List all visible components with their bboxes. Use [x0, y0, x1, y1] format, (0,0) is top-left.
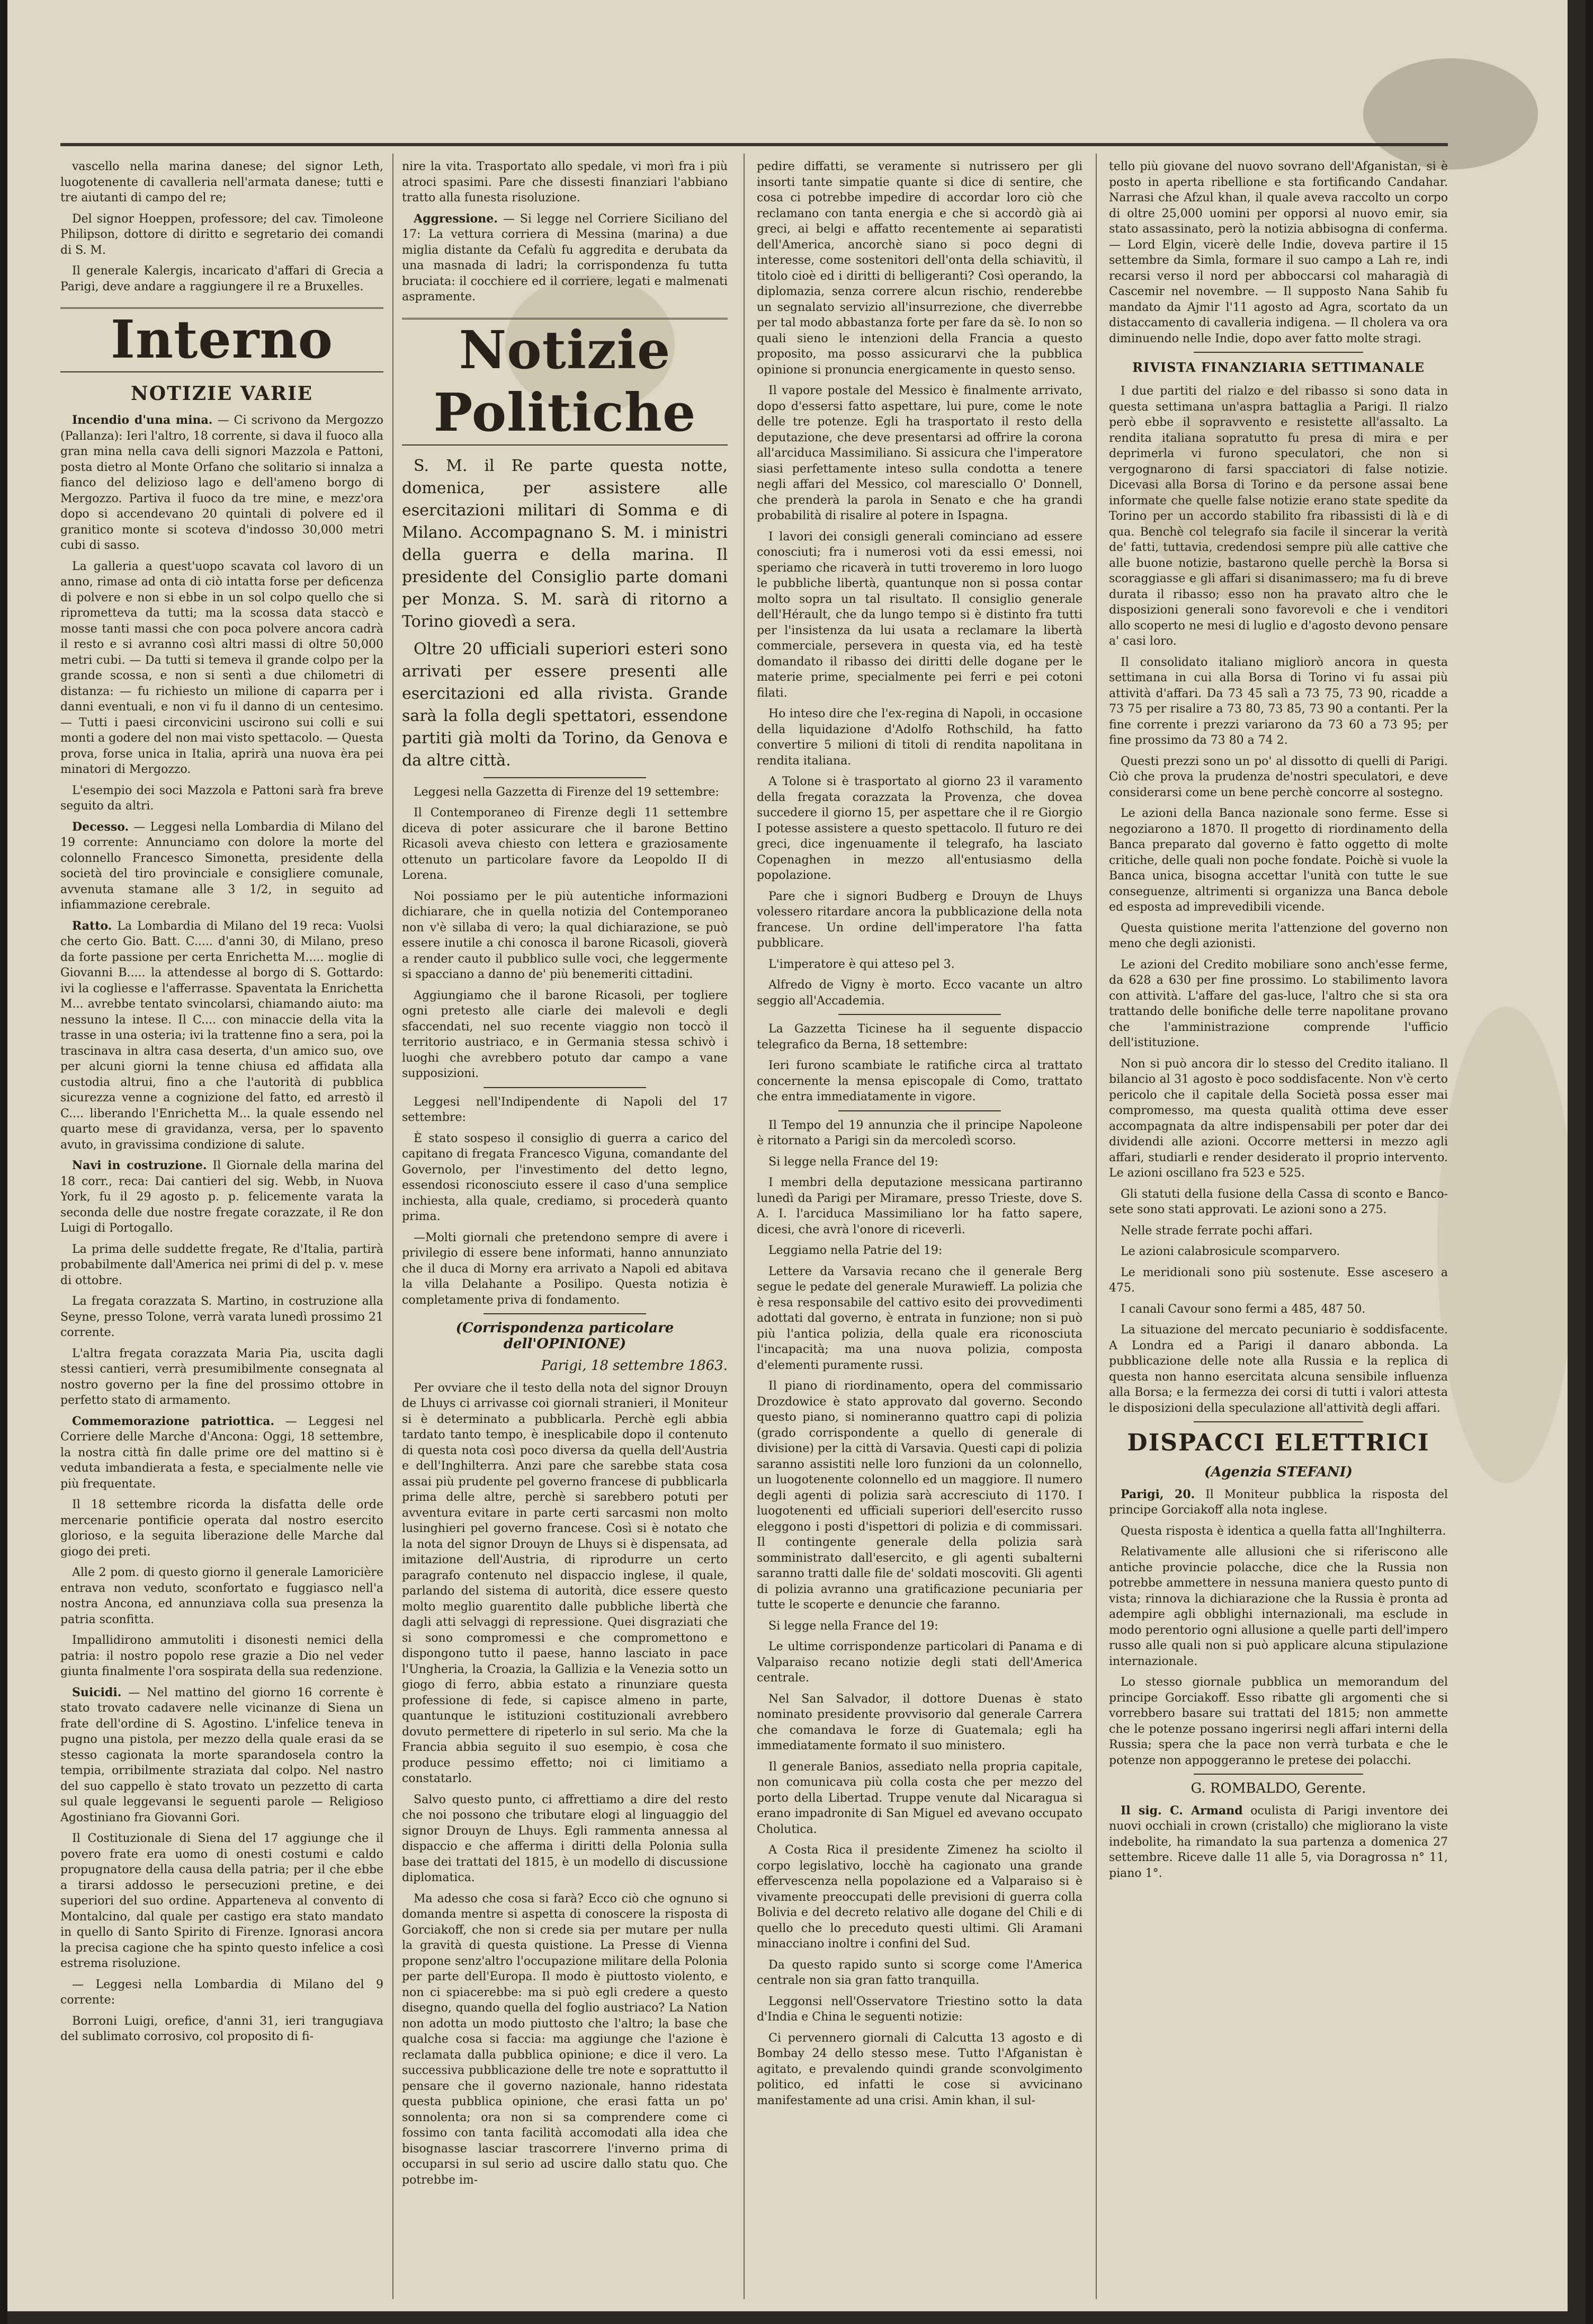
article-paragraph: I membri della deputazione messicana partiranno lunedì da Parigi per Miramare, presso Trieste, dove S. A. I. l'arciduca Massimiliano lor ha fatto sapere, dicesi, che avrà l'onore di riceverli. [757, 1176, 1082, 1236]
article-paragraph: La fregata corazzata S. Martino, in costruzione alla Seyne, presso Tolone, verrà varata lunedì prossimo 21 corrente. [60, 1295, 383, 1339]
section-divider [838, 1110, 1001, 1111]
article-paragraph: Il piano di riordinamento, opera del commissario Drozdowice è stato approvato dal governo. Secondo questo piano, si nomineranno quattro capi di polizia (grado corrispondente a quello di generale di divisione) per la città di Varsavia. Questi capi di polizia saranno assistiti nelle loro funzioni da un colonnello, un luogotenente colonnello ed un maggiore. Il numero degli agenti di polizia sarà accresciuto di 1170. I luogotenenti ed ufficiali superiori dell'esercito russo eleggono i posti d'ispettori di polizia e di commissari. Il contingente generale della polizia sarà somministrato dall'esercito, e gli agenti subalterni saranno tratti dalle file de' soldati moscoviti. Gli agenti di polizia avranno una gratificazione pecuniaria per tutte le scoperte e denuncie che faranno. [757, 1379, 1082, 1611]
article-paragraph: Si legge nella France del 19: [768, 1155, 938, 1169]
article-text: La Lombardia di Milano del 19 reca: Vuolsi che certo Gio. Batt. C..... d'anni 30, di Milano, preso da forte passione per certa Enrichetta M..... moglie di Giovanni B..... la attendesse al borgo di S. Gottardo: ivi la cogliesse e l'afferrasse. Spaventata la Enrichetta M... avrebbe tentato svincolarsi, chiamando aiuto: ma nessuno la intese. Il C.... con minaccie della vita la trasse in una osteria; ivi la trattenne fino a sera, poi la trascinava in altra casa deserta, d'un amico suo, ove per alcuni giorni la tenne chiusa ed affidata alla custodia altrui, fino a che l'autorità di pubblica sicurezza venne a cognizione del fatto, ed arrestò il C.... liberando l'Enrichetta M... la quale essendo nel quarto mese di gravidanza, versa, per lo spavento avuto, in gravissima condizione di salute. [60, 919, 383, 1152]
article-paragraph: Alle 2 pom. di questo giorno il generale Lamoricière entrava non veduto, sconfortato e fuggiasco nell'a nostra Ancona, ed annunziava colla sua presenza la patria sconfitta. [60, 1566, 383, 1626]
article-paragraph [60, 820, 383, 913]
column-3 [757, 159, 1082, 2299]
dateline: Parigi, 18 settembre 1863. [541, 1358, 728, 1374]
section-divider [1194, 1421, 1363, 1422]
article-paragraph [1109, 1487, 1448, 1518]
article-paragraph: Leggesi nell'Indipendente di Napoli del 17 settembre: [402, 1095, 728, 1124]
article-paragraph: tello più giovane del nuovo sovrano dell'Afganistan, si è posto in aperta ribellione e sta fortificando Candahar. Narrasi che Afzul khan, il quale aveva raccolto un corpo di oltre 25,000 uomini per opporsi al nuovo emir, sia stato assassinato, però la notizia abbisogna di conferma. — Lord Elgin, vicerè delle Indie, doveva partire il 15 settembre da Simla, formare il suo campo a Lah re, indi recarsi verso il nord per abboccarsi col maharagià di Cascemir nel novembre. — Il supposto Nana Sahib fu mandato da Ajmir l'11 agosto ad Agra, scortato da un distaccamento di cavalleria indigena. — Il cholera va ora diminuendo nelle Indie, dopo aver fatto molte stragi. [1109, 160, 1448, 345]
article-paragraph: Il 18 settembre ricorda la disfatta delle orde mercenarie pontificie operata dal nostro esercito glorioso, e la seguita liberazione delle Marche dal giogo dei preti. [60, 1498, 383, 1559]
subsection-heading: DISPACCI ELETTRICI [1127, 1429, 1430, 1456]
article-paragraph: Il vapore postale del Messico è finalmente arrivato, dopo d'essersi fatto aspettare, lui pure, come le note delle tre potenze. Egli ha trasportato il resto della deputazione, che deve presentarsi ad offrire la corona all'arciduca Massimiliano. Si assicura che l'imperatore siasi perfettamente inteso sulla condotta a tenere negli affari del Messico, col maresciallo O' Donnell, che prenderà la parola in Senato e che ha grandi probabilità di risalire al potere in Ispagna. [757, 384, 1082, 522]
article-paragraph: Lettere da Varsavia recano che il generale Berg segue le pedate del generale Murawieff. La polizia che è resa responsabile del cattivo esito dei provvedimenti adottati dal governo, è entrata in funzione; non si può più l'antica polizia, della quale era riconosciuta l'incapacità; ma una nuova polizia, composta d'elementi puramente russi. [757, 1265, 1082, 1372]
article-kicker: Aggressione. [414, 211, 498, 226]
article-paragraph: Pare che i signori Budberg e Drouyn de Lhuys volessero ritardare ancora la pubblicazione della nota francese. Un ordine dell'imperatore l'ha fatta pubblicare. [757, 889, 1082, 950]
article-text: — Leggesi nel Corriere delle Marche d'Ancona: Oggi, 18 settembre, la nostra città fin dalle prime ore del mattino si è veduta imbandierata a festa, e specialmente nelle vie più frequentate. [60, 1414, 383, 1491]
article-paragraph: I due partiti del rialzo e del ribasso si sono data in questa settimana un'aspra battaglia a Parigi. Il rialzo però ebbe il sopravvento e resistette all'assalto. La rendita italiana sopratutto fu presa di mira e per deprimerla vi furono speculatori, che non si vergognarono di farsi spacciatori di false notizie. Dicevasi alla Borsa di Torino e da persone assai bene informate che quelle false notizie erano state spedite da Torino per un accordo stabilito fra ribassisti di là e di qua. Benchè col telegrafo sia facile il sincerar la verità de' fatti, tuttavia, credendosi sempre più alle cattive che alle buone notizie, bastarono quelle perchè la Borsa si scoraggiasse e gli affari si disanimassero; ma fu di breve durata il ribasso; esso non ha pravato altro che le disposizioni generali sono favorevoli e che i venditori allo scoperto ne mesi di luglio e d'agosto devono pensare a' casi loro. [1109, 385, 1448, 648]
article-paragraph: pedire diffatti, se veramente si nutrissero per gli insorti tante simpatie quante si dice di sentire, che cosa ci potrebbe impedire di accordar loro ciò che reclamano con tanta energia e che si accordò già ai greci, ai belgi e affatto recentemente ai separatisti dell'America, ancorchè siano si poco degni di interesse, come sostenitori dell'onta della schiavitù, il titolo cioè ed i diritti di belligeranti? Così operando, la diplomazia, senza correre alcun rischio, renderebbe un segnalato servizio all'insurrezione, che diverrebbe per tal modo abbastanza forte per fare da sè. Io non so quali sieno le intenzioni della Francia a questo proposito, ma posso assicurarvi che la pubblica opinione si pronuncia energicamente in questo senso. [757, 160, 1082, 377]
article-paragraph: Leggesi nella Gazzetta di Firenze del 19 settembre: [414, 785, 719, 799]
article-paragraph: Leggiamo nella Patrie del 19: [768, 1244, 943, 1257]
article-paragraph: La situazione del mercato pecuniario è soddisfacente. A Londra ed a Parigi il danaro abbonda. La pubblicazione delle note alla Russia e la replica di questa non hanno esercitata alcuna sensibile influenza alla Borsa; e la fermezza dei corsi di tutti i valori attesta le disposizioni della speculazione all'attività degli affari. [1109, 1323, 1448, 1415]
article-paragraph: Per ovviare che il testo della nota del signor Drouyn de Lhuys ci arrivasse coi giornali stranieri, il Moniteur si è determinato a pubblicarla. Perchè egli abbia tardato tanto tempo, è inesplicabile dopo il contenuto di questa nota così poco diversa da quella dell'Austria e dell'Inghilterra. Anzi pare che sarebbe stata cosa assai più prudente pel governo francese di pubblicarla prima delle altre, perchè si sarebbero potuti per avventura evitare in parte certi sarcasmi non molto lusinghieri pel governo francese. Così si è notato che la nota del signor Drouyn de Lhuys si è dispensata, ad imitazione dell'Austria, di riprodurre un certo paragrafo contenuto nel dispaccio inglese, il quale, parlando del sistema di autorità, dice essere questo molto meglio guarentito dalle pubbliche libertà che dagli atti selvaggi di repressione. Quei disgraziati che si sono compromessi e che compromettono e dispongono tutto il paese, hanno lasciato in pace l'Ungheria, la Croazia, la Gallizia e la Venezia sotto un giogo di ferro, abbia estato a rinunziare questa professione di fede, si capisce almeno in parte, quantunque le istituzioni costituzionali avrebbero dovuto permettere di ripeterlo in sul serio. Ma che la Francia abbia seguito il suo esempio, è cosa che produce pessimo effetto; noi ci limitiamo a constatarlo. [402, 1381, 728, 1785]
article-text: — Nel mattino del giorno 16 corrente è stato trovato cadavere nelle vicinanze di Siena un frate dell'ordine di S. Agostino. L'infelice teneva in pugno una pistola, per mezzo della quale erasi da se stesso cagionata la morte sparandosela contro la tempia, orribilmente straziata dal colpo. Nel nastro del suo cappello è stato trovato un pezzetto di carta sul quale leggevansi le seguenti parole — Religioso Agostiniano fra Giovanni Gori. [60, 1686, 383, 1824]
article-paragraph: Le azioni della Banca nazionale sono ferme. Esse si negoziarono a 1870. Il progetto di riordinamento della Banca preparato dal governo è fatto oggetto di molte critiche, delle quali non poche fondate. Poichè si vuole la Banca unica, bisogna accettar l'unità con tutte le sue conseguenze, altrimenti si organizza una Banca debole ed esposta ad imprevedibili vicende. [1109, 807, 1448, 914]
article-paragraph: — Leggesi nella Lombardia di Milano del 9 corrente: [60, 1978, 383, 2007]
article-text: — Ci scrivono da Mergozzo (Pallanza): Ieri l'altro, 18 corrente, si dava il fuoco alla gran mina nella cava delli signori Mazzola e Pattoni, posta dietro al Monte Orfano che solitario si innalza a fianco del delizioso lago e dell'ameno borgo di Mergozzo. Partiva il fuoco da tre mine, e mezz'ora dopo si accendevano 20 quintali di polvere ed il granitico monte si scoteva d'indosso 30,000 metri cubi di sasso. [60, 414, 383, 552]
article-paragraph: Il generale Banios, assediato nella propria capitale, non comunicava più colla costa che per mezzo del porto della Libertad. Truppe venute dal Nicaragua si erano impadronite di San Miguel ed avevano occupato Cholutica. [757, 1760, 1082, 1836]
article-paragraph: Le ultime corrispondenze particolari di Panama e di Valparaiso recano notizie degli stati dell'America centrale. [757, 1640, 1082, 1685]
section-divider [1194, 1774, 1363, 1775]
top-rule [60, 143, 1448, 146]
scan-edge [1568, 0, 1586, 2324]
section-heading: Interno [60, 307, 383, 372]
article-paragraph: Le azioni calabrosicule scomparvero. [1121, 1245, 1340, 1258]
article-paragraph: Non si può ancora dir lo stesso del Credito italiano. Il bilancio al 31 agosto è poco soddisfacente. Non v'è certo pericolo che il capitale della Società possa esser mai compromesso, ma questa qualità ottima deve esser accompagnata da altre indispensabili per poter dar dei dividendi alle azioni. Occorre mettersi in mezzo agli affari, studiarli e render desiderato il proprio intervento. Le azioni oscillano fra 523 e 525. [1109, 1057, 1448, 1180]
article-paragraph [60, 1685, 383, 1826]
section-divider [1194, 352, 1363, 353]
article-paragraph: La Gazzetta Ticinese ha il seguente dispaccio telegrafico da Berna, 18 settembre: [757, 1022, 1082, 1052]
article-paragraph: L'esempio dei soci Mazzola e Pattoni sarà fra breve seguito da altri. [60, 783, 383, 813]
article-paragraph: Il Tempo del 19 annunzia che il principe Napoleone è ritornato a Parigi sin da mercoledì scorso. [757, 1118, 1082, 1147]
article-paragraph: Il Contemporaneo di Firenze degli 11 settembre diceva di poter assicurare che il barone Bettino Ricasoli aveva chiesto con lettera e graziosamente ottenuto un particolare favore da Leopoldo II di Lorena. [402, 806, 728, 882]
article-kicker: Decesso. [72, 820, 129, 834]
article-kicker: Navi in costruzione. [72, 1159, 207, 1172]
article-paragraph: È stato sospeso il consiglio di guerra a carico del capitano di fregata Francesco Viguna, comandante del Governolo, per l'investimento del detto legno, essendosi riconosciuto essere il caso d'una semplice inchiesta, alla quale, crediamo, si procederà quanto prima. [402, 1132, 728, 1223]
section-heading: Notizie Politiche [402, 318, 728, 446]
lead-paragraph: S. M. il Re parte questa notte, domenica, per assistere alle esercitazioni militari di Somma e di Milano. Accompagnano S. M. i ministri della guerra e della marina. Il presidente del Consiglio parte domani per Monza. S. M. sarà di ritorno a Torino giovedì a sera. [402, 456, 728, 631]
column-2 [402, 159, 728, 2299]
section-divider [484, 1313, 647, 1314]
scan-edge [7, 2311, 1586, 2324]
article-paragraph [60, 919, 383, 1153]
signature-line: G. ROMBALDO, Gerente. [1191, 1780, 1366, 1796]
article-paragraph [60, 1158, 383, 1236]
paper-stain [1363, 58, 1538, 170]
article-paragraph: La prima delle suddette fregate, Re d'Italia, partirà probabilmente dall'America nei primi di del p. v. mese di ottobre. [60, 1242, 383, 1287]
article-paragraph: Gli statuti della fusione della Cassa di sconto e Banco-sete sono stati approvati. Le azioni sono a 275. [1109, 1187, 1448, 1216]
article-paragraph: Del signor Hoeppen, professore; del cav. Timoleone Philipson, dottore di diritto e segretario dei comandi di S. M. [60, 212, 383, 257]
article-paragraph: Borroni Luigi, orefice, d'anni 31, ieri trangugiava del sublimato corrosivo, col proposito di fi- [60, 2014, 383, 2043]
article-paragraph: Ci pervennero giornali di Calcutta 13 agosto e di Bombay 24 dello stesso mese. Tutto l'Afganistan è agitato, e prevalendo quindi grande sconvolgimento politico, ed infatti le cose si avvicinano manifestamente ad una crisi. Amin khan, il sul- [757, 2031, 1082, 2107]
article-text: — Leggesi nella Lombardia di Milano del 19 corrente: Annunciamo con dolore la morte del colonnello Francesco Simonetta, presidente della società del tiro provinciale e consigliere comunale, avvenuta stamane alle 3 1/2, in seguito ad infiammazione cerebrale. [60, 820, 383, 912]
article-paragraph: Questi prezzi sono un po' al dissotto di quelli di Parigi. Ciò che prova la prudenza de'nostri speculatori, e deve considerarsi come un bene perchè concorre al sostegno. [1109, 754, 1448, 799]
article-paragraph: L'altra fregata corazzata Maria Pia, uscita dagli stessi cantieri, verrà presumibilmente consegnata al nostro governo per la fine del prossimo ottobre in perfetto stato di armamento. [60, 1347, 383, 1407]
article-paragraph: Salvo questo punto, ci affrettiamo a dire del resto che noi possono che tributare elogi al linguaggio del signor Drouyn de Lhuys. Egli rammenta annessa al dispaccio e che afferma i diritti della Polonia sulla base dei trattati del 1815, è un modello di discussione diplomatica. [402, 1793, 728, 1884]
article-paragraph: Il consolidato italiano migliorò ancora in questa settimana in cui alla Borsa di Torino vi fu assai più attività d'affari. Da 73 45 salì a 73 75, 73 90, ricadde a 73 75 per risalire a 73 80, 73 85, 73 90 a contanti. Per la fine corrente i prezzi variarono da 73 60 a 73 95; per fine prossimo da 73 80 a 74 2. [1109, 655, 1448, 747]
article-paragraph: La galleria a quest'uopo scavata col lavoro di un anno, rimase ad onta di ciò intatta forse per deficenza di polvere e non si ebbe in un sol colpo quello che si riprometteva da tutti; ma la scossa data staccò e mosse tanti massi che con poca polvere ancora cadrà il resto e si avranno così altri massi di oltre 50,000 metri cubi. — Da tutti si temeva il grande colpo per la grande scossa, e non si sentì a due chilometri di distanza: — fu richiesto un milione di caparra per i danni eventuali, e non vi fu il danno di un centesimo. — Tutti i paesi circonvicini uscirono sui colli e sui monti a godere del non mai visto spettacolo. — Questa prova, forse unica in Italia, aprirà una nuova èra pei minatori di Mergozzo. [60, 559, 383, 776]
article-paragraph: Le meridionali sono più sostenute. Esse ascesero a 475. [1109, 1266, 1448, 1295]
article-paragraph: I canali Cavour sono fermi a 485, 487 50. [1121, 1302, 1366, 1316]
article-paragraph: Lo stesso giornale pubblica un memorandum del principe Gorciakoff. Esso ribatte gli argomenti che si vorrebbero basare sui trattati del 1815; non ammette che le potenze possano ingerirsi negli affari interni della Russia; spera che la pace non verrà turbata e che le potenze non appoggeranno le pretese dei polacchi. [1109, 1676, 1448, 1767]
article-paragraph: Da questo rapido sunto si scorge come l'America centrale non sia gran fatto tranquilla. [757, 1958, 1082, 1987]
article-paragraph: Questa quistione merita l'attenzione del governo non meno che degli azionisti. [1109, 921, 1448, 950]
article-paragraph: Le azioni del Credito mobiliare sono anch'esse ferme, da 628 a 630 per fine prossimo. Lo stabilimento lavora con attività. L'affare del gas-luce, l'altro che si sta ora trattando delle bonifiche delle terre napolitane provano che l'amministrazione comprende l'ufficio dell'istituzione. [1109, 958, 1448, 1049]
column-4 [1109, 159, 1448, 2299]
article-paragraph: Ho inteso dire che l'ex-regina di Napoli, in occasione della liquidazione d'Adolfo Rothschild, ha fatto convertire 5 milioni di titoli di rendita napolitana in rendita italiana. [757, 707, 1082, 768]
section-divider [838, 1014, 1001, 1015]
article-paragraph: A Costa Rica il presidente Zimenez ha sciolto il corpo legislativo, locchè ha cagionato una grande effervescenza nella popolazione ed a Valparaiso si è vivamente preoccupati delle previsioni di guerra colla Bolivia e del decreto relativo alle dogane del Chili e di quello che lo preceduto questi ultimi. Gli Aramani minacciano inoltre i confini del Sud. [757, 1844, 1082, 1951]
paper-stain [1437, 1007, 1575, 1483]
article-paragraph: Il Costituzionale di Siena del 17 aggiunge che il povero frate era uomo di onesti costumi e caldo propugnatore della causa della patria; per il che ebbe a tirarsi addosso le persecuzioni pretine, e dei superiori del suo ordine. Apparteneva al convento di Montalcino, dal quale per castigo era stato mandato in quello di Santo Spirito di Firenze. Ignorasi ancora la precisa cagione che ha spinto questo infelice a così estrema risoluzione. [60, 1832, 383, 1970]
article-kicker: Il sig. C. Armand [1121, 1803, 1243, 1818]
article-paragraph: Nel San Salvador, il dottore Duenas è stato nominato presidente provvisorio dal generale Carrera che comandava le forze di Guatemala; egli ha immediatamente formato il suo ministero. [757, 1692, 1082, 1752]
article-paragraph: vascello nella marina danese; del signor Leth, luogotenente di cavalleria nell'armata danese; tutti e tre aiutanti di campo del re; [60, 160, 383, 204]
article-paragraph: Ieri furono scambiate le ratifiche circa al trattato concernente la mensa episcopale di Como, trattato che entra immediatamente in vigore. [757, 1059, 1082, 1103]
subsection-heading: NOTIZIE VARIE [130, 382, 314, 405]
column-1 [60, 159, 383, 2299]
article-text: Il Giornale della marina del 18 corr., reca: Dai cantieri del sig. Webb, in Nuova York, fu il 29 agosto p. p. felicemente varata la seconda delle due nostre fregate corazzate, il Re don Luigi di Portogallo. [60, 1159, 383, 1235]
article-text: Il Moniteur pubblica la risposta del principe Gorciakoff alla nota inglese. [1109, 1488, 1448, 1517]
article-paragraph: I lavori dei consigli generali cominciano ad essere conosciuti; fra i numerosi voti da essi emessi, noi speriamo che ricaverà in tutti troveremo in loro luogo le pubbliche libertà, quantunque non si possa contar molto sopra un tal risultato. Il consiglio generale dell'Hérault, che da lungo tempo si è distinto fra tutti per l'insistenza da lui usata a reclamare la libertà commerciale, persevera in questa via, ed ha testè domandato il ribasso dei diritti delle dogane per le materie prime, specialmente pei ferri e pei cotoni filati. [757, 530, 1082, 700]
lead-paragraph: Oltre 20 ufficiali superiori esteri sono arrivati per essere presenti alle esercitazioni ed alla rivista. Grande sarà la folla degli spettatori, essendone partiti già molti da Torino, da Genova e da altre città. [402, 639, 728, 770]
article-text: oculista di Parigi inventore dei nuovi occhiali in crown (cristallo) che migliorano la viste indebolite, ha rimandato la sua partenza a domenica 27 settembre. Riceve dalle 11 alle 5, via Doragrossa n° 11, piano 1°. [1109, 1804, 1448, 1880]
article-kicker: Commemorazione patriottica. [72, 1414, 275, 1428]
article-text: — Si legge nel Corriere Siciliano del 17: La vettura corriera di Messina (marina) a due miglia distante da Cefalù fu aggredita e derubata da una masnada di ladri; la corrispondenza fu tutta bruciata: il cocchiere ed il corriere, legati e malmenati aspramente. [402, 212, 728, 304]
article-paragraph: Nelle strade ferrate pochi affari. [1121, 1224, 1313, 1237]
article-paragraph: —Molti giornali che pretendono sempre di avere i privilegio di essere bene informati, hanno annunziato che il duca di Morny era arrivato a Napoli ed abitava la villa Delahante a Posilipo. Questa notizia è completamente priva di fondamento. [402, 1231, 728, 1307]
article-paragraph: nire la vita. Trasportato allo spedale, vi morì fra i più atroci spasimi. Pare che dissesti finanziari l'abbiano tratto alla funesta risoluzione. [402, 160, 728, 204]
article-paragraph: A Tolone si è trasportato al giorno 23 il varamento della fregata corazzata la Provenza, che dovea succedere il giorno 15, per aspettare che il re Giorgio I potesse assistere a questo spettacolo. Il futuro re dei greci, dice ingenuamente il telegrafo, ha lasciato Copenaghen in mezzo all'entusiasmo della popolazione. [757, 775, 1082, 882]
article-paragraph: Leggonsi nell'Osservatore Triestino sotto la data d'India e China le seguenti notizie: [757, 1994, 1082, 2024]
article-kicker: Suicidi. [72, 1685, 122, 1699]
article-paragraph [60, 1414, 383, 1492]
article-paragraph [402, 211, 728, 305]
article-paragraph [1109, 1803, 1448, 1882]
column-divider [392, 154, 393, 2299]
article-paragraph: Noi possiamo per le più autentiche informazioni dichiarare, che in quella notizia del Contemporaneo non v'è sillaba di vero; la qual dichiarazione, se può essere inutile a chi conosca il barone Ricasoli, gioverà a render cauto il pubblico sulle voci, che leggermente si spacciano a danno de' più benemeriti cittadini. [402, 889, 728, 981]
article-paragraph: Impallidirono ammutoliti i disonesti nemici della patria: il nostro popolo rese grazie a Dio nel veder giunta finalmente l'ora sospirata della sua redenzione. [60, 1634, 383, 1678]
article-kicker: Incendio d'una mina. [72, 413, 213, 427]
article-kicker: Parigi, 20. [1121, 1487, 1195, 1501]
article-paragraph: Questa risposta è identica a quella fatta all'Inghilterra. [1121, 1524, 1446, 1538]
newspaper-page [7, 0, 1586, 2324]
column-divider [744, 154, 745, 2299]
article-paragraph: L'imperatore è qui atteso pel 3. [768, 957, 955, 971]
article-paragraph: Aggiungiamo che il barone Ricasoli, per togliere ogni pretesto alle ciarle dei malevoli e degli sfaccendati, nel suo recente viaggio non toccò il territorio austriaco, e in Germania stessa schivò i luoghi che avrebbero potuto dar campo a vane supposizioni. [402, 989, 728, 1080]
article-paragraph: Alfredo de Vigny è morto. Ecco vacante un altro seggio all'Accademia. [757, 978, 1082, 1008]
column-divider [1096, 154, 1097, 2299]
section-divider [484, 777, 647, 778]
article-paragraph [60, 413, 383, 554]
article-paragraph: Il generale Kalergis, incaricato d'affari di Grecia a Parigi, deve andare a raggiungere il re a Bruxelles. [60, 264, 383, 293]
article-paragraph: Ma adesso che cosa si farà? Ecco ciò che ognuno si domanda mentre si aspetta di conoscere la risposta di Gorciakoff, che non si crede sia per mutare per nulla la gravità di questa quistione. La Presse di Vienna propone senz'altro l'occupazione militare della Polonia per parte dell'Europa. Il modo è piuttosto violento, e non ci spiacerebbe: ma si può egli credere a questo disegno, quando quella del foglio austriaco? La Nation non adotta un modo piuttosto che l'altro; la base che qualche cosa si faccia: ma aggiunge che l'azione è reclamata dalla pubblica opinione; e dice il vero. La successiva pubblicazione delle tre note e soprattutto il pensare che il governo nazionale, hanno ridestata questa pubblica opinione, che erasi fatta un po' sonnolenta; ora non si sa comprendere come ci fossimo con tanta facilità accomodati alla idea che bisognasse lasciar trascorrere l'inverno prima di occuparsi in sul serio ad uscire dallo statu quo. Che potrebbe im- [402, 1892, 728, 2187]
section-divider [484, 1087, 647, 1088]
article-paragraph: Relativamente alle allusioni che si riferiscono alle antiche provincie polacche, dice che la Russia non potrebbe ammettere in nessuna maniera questo punto di vista; rinnova la dichiarazione che la Russia è pronta ad adempire agli obblighi internazionali, ma esclude in modo perentorio ogni allusione a quelle parti dell'impero russo alle quali non si può applicare alcuna stipulazione internazionale. [1109, 1545, 1448, 1668]
article-paragraph: Si legge nella France del 19: [768, 1619, 938, 1633]
article-kicker: Ratto. [72, 919, 112, 933]
subheading-italic: (Agenzia STEFANI) [1204, 1464, 1353, 1480]
subheading-italic: (Corrispondenza particolare dell'OPINIONE) [455, 1320, 674, 1352]
subsection-heading: RIVISTA FINANZIARIA SETTIMANALE [1132, 360, 1425, 375]
